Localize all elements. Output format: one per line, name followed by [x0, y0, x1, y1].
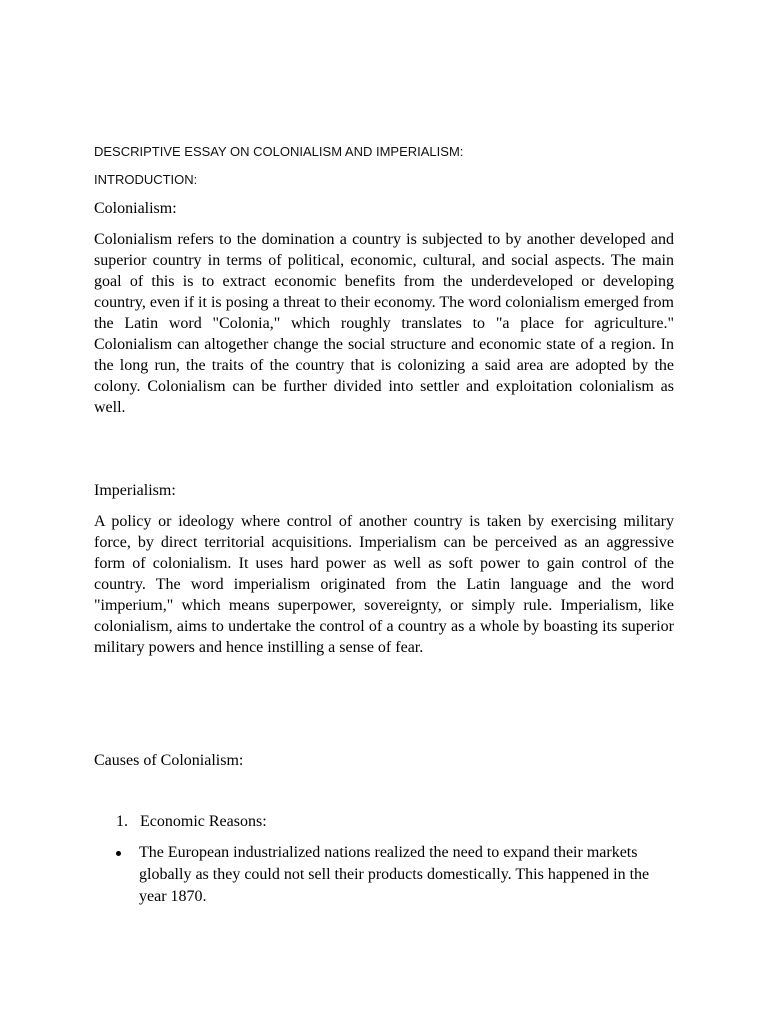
essay-title: DESCRIPTIVE ESSAY ON COLONIALISM AND IMPERIALISM: [94, 144, 464, 159]
list-item-label: Economic Reasons: [140, 813, 267, 830]
imperialism-heading: Imperialism: [94, 482, 176, 499]
list-number: 1. [116, 813, 128, 830]
colonialism-paragraph: Colonialism refers to the domination a country is subjected to by another developed and superior country in terms of political, economic, cultural, and social aspects. The main goal of this is to extract economic benefits from the underdeveloped or developing country, even if it is posing a threat to their economy. The word colonialism emerged from the Latin word "Colonia," which roughly translates to "a place for agriculture." Colonialism can altogether change the social structure and economic state of a region. In the long run, the traits of the country that is colonizing a said area are adopted by the colony. Colonialism can be further divided into settler and exploitation colonialism as well. [94, 231, 674, 416]
colonialism-heading: Colonialism: [94, 200, 177, 217]
imperialism-paragraph: A policy or ideology where control of another country is taken by exercising military force, by direct territorial acquisitions. Imperialism can be perceived as an aggressive form of colonialism. It uses hard power as well as soft power to gain control of the country. The word imperialism originated from the Latin language and the word "imperium," which means superpower, sovereignty, or simply rule. Imperialism, like colonialism, aims to undertake the control of a country as a whole by boasting its superior military powers and hence instilling a sense of fear. [94, 513, 674, 656]
bullet-text: The European industrialized nations realized the need to expand their markets globally as they could not sell their products domestically. This happened in the year 1870. [139, 844, 650, 905]
numbered-list-item [116, 813, 267, 831]
causes-heading: Causes of Colonialism: [94, 752, 244, 769]
bullet-icon [116, 851, 121, 856]
bullet-list-item [116, 842, 676, 908]
introduction-label: INTRODUCTION: [94, 172, 198, 187]
